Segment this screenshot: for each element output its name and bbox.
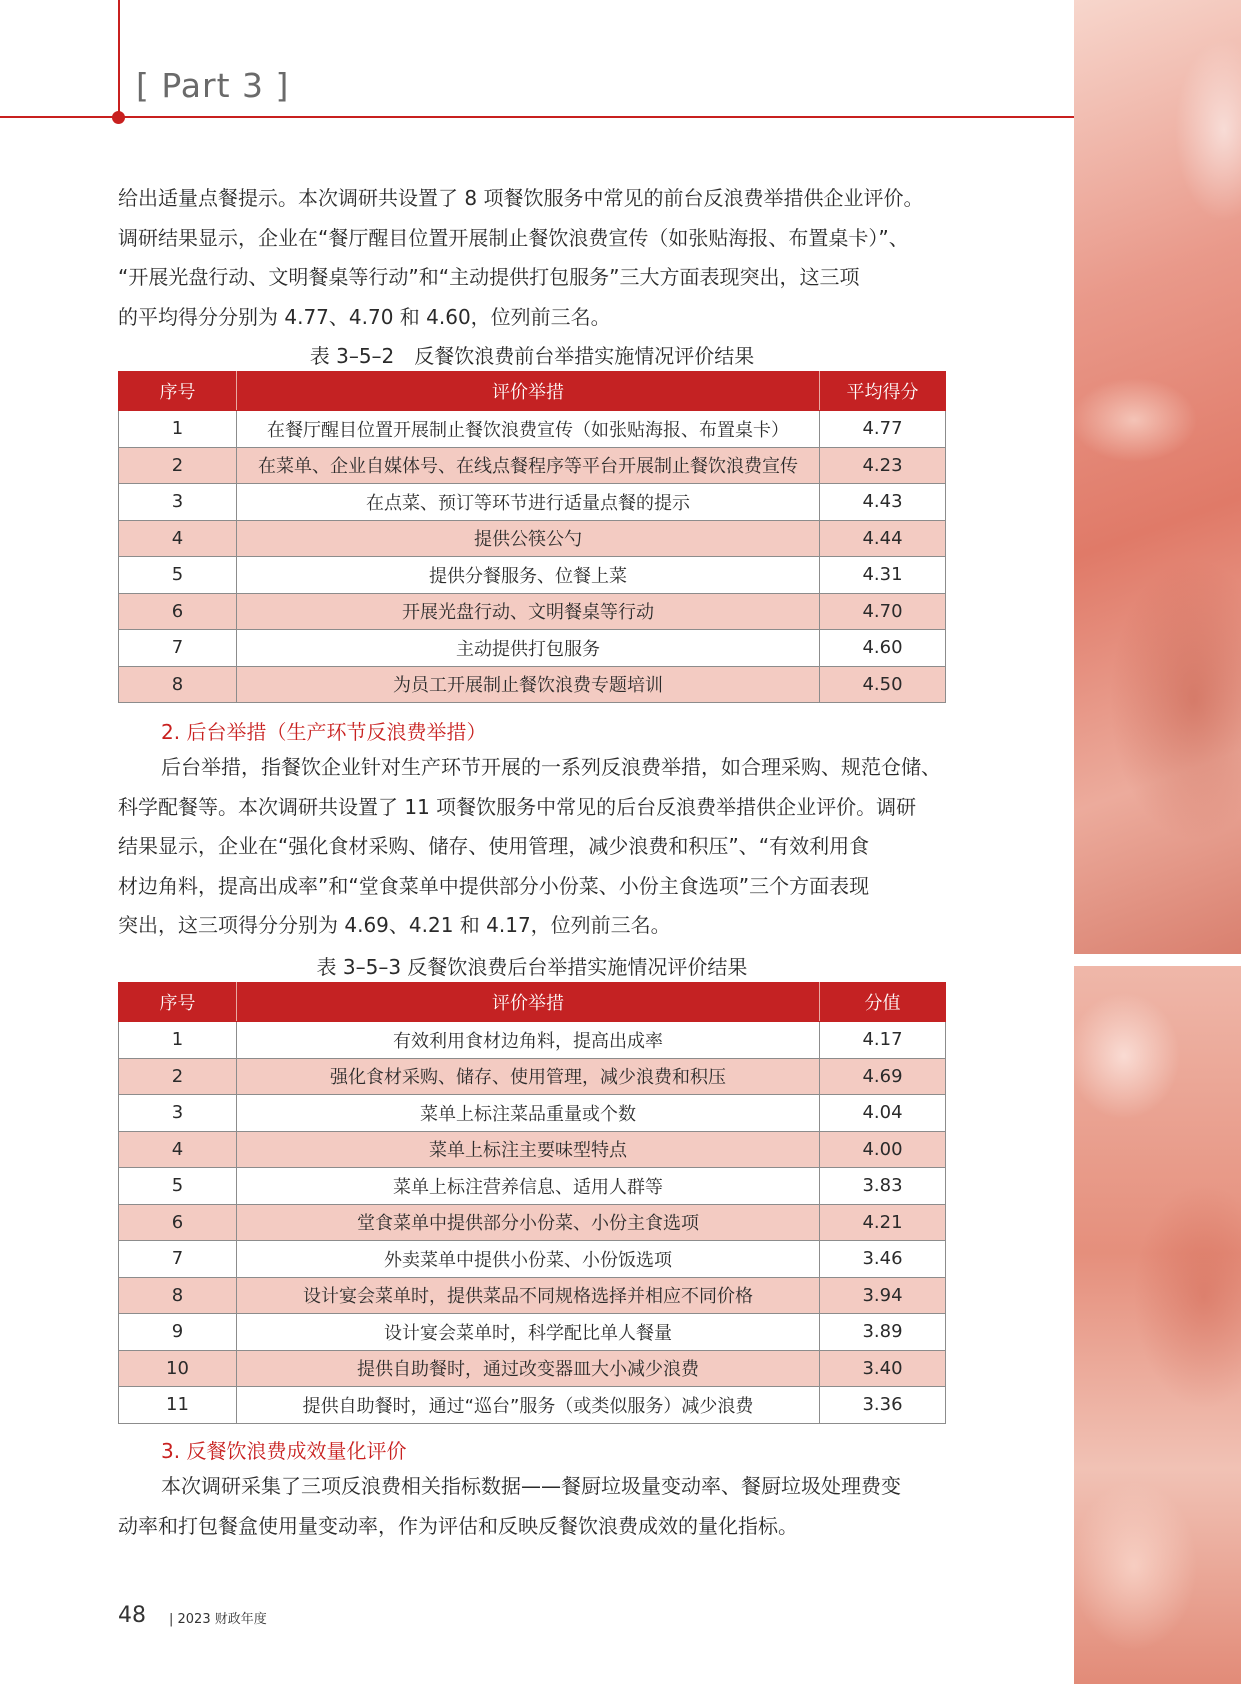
section2-line: 结果显示，企业在“强化食材采购、储存、使用管理，减少浪费和积压”、“有效利用食	[118, 834, 870, 858]
table-cell: 4.04	[820, 1095, 946, 1132]
table-cell: 3.83	[820, 1168, 946, 1205]
table-cell: 在餐厅醒目位置开展制止餐饮浪费宣传（如张贴海报、布置桌卡）	[237, 411, 820, 448]
table-row	[119, 520, 946, 557]
table-cell: 3.94	[820, 1277, 946, 1314]
table-cell: 菜单上标注营养信息、适用人群等	[237, 1168, 820, 1205]
decorative-food-photo-bottom	[1074, 966, 1241, 1684]
table1-header-cell: 序号	[119, 372, 237, 411]
table-cell: 设计宴会菜单时，提供菜品不同规格选择并相应不同价格	[237, 1277, 820, 1314]
table-cell: 7	[119, 630, 237, 667]
table-cell: 3.46	[820, 1241, 946, 1278]
table-cell: 11	[119, 1387, 237, 1424]
table-cell: 5	[119, 557, 237, 594]
table-cell: 强化食材采购、储存、使用管理，减少浪费和积压	[237, 1058, 820, 1095]
table-cell: 6	[119, 593, 237, 630]
table-cell: 4.70	[820, 593, 946, 630]
section2-heading: 2. 后台举措（生产环节反浪费举措）	[161, 720, 487, 744]
table-cell: 开展光盘行动、文明餐桌等行动	[237, 593, 820, 630]
table-cell: 5	[119, 1168, 237, 1205]
table-row	[119, 1350, 946, 1387]
decorative-food-photo-top	[1074, 0, 1241, 954]
table-cell: 菜单上标注菜品重量或个数	[237, 1095, 820, 1132]
table2-back-measures	[118, 982, 946, 1424]
publication-name: | 2023 财政年度	[169, 1612, 267, 1627]
table-row	[119, 557, 946, 594]
table-cell: 提供公筷公勺	[237, 520, 820, 557]
table-cell: 4.50	[820, 666, 946, 703]
table-cell: 9	[119, 1314, 237, 1351]
table1-header-cell: 平均得分	[820, 372, 946, 411]
table-cell: 6	[119, 1204, 237, 1241]
section3-line: 动率和打包餐盒使用量变动率，作为评估和反映反餐饮浪费成效的量化指标。	[118, 1513, 798, 1538]
table-row	[119, 593, 946, 630]
intro-line: 给出适量点餐提示。本次调研共设置了 8 项餐饮服务中常见的前台反浪费举措供企业评价。	[118, 186, 924, 210]
table-row	[119, 630, 946, 667]
table-cell: 提供分餐服务、位餐上菜	[237, 557, 820, 594]
table2-header-row	[119, 983, 946, 1022]
table-cell: 4	[119, 520, 237, 557]
table-cell: 8	[119, 666, 237, 703]
table-row	[119, 1095, 946, 1132]
table1-caption: 表 3–5–2 反餐饮浪费前台举措实施情况评价结果	[309, 344, 755, 368]
table-cell: 4.00	[820, 1131, 946, 1168]
table-cell: 3	[119, 1095, 237, 1132]
table-row	[119, 411, 946, 448]
table-cell: 4.44	[820, 520, 946, 557]
table-row	[119, 1168, 946, 1205]
table-cell: 堂食菜单中提供部分小份菜、小份主食选项	[237, 1204, 820, 1241]
table-row	[119, 1131, 946, 1168]
part-label: [ Part 3 ]	[136, 66, 290, 105]
table2-header-cell: 评价举措	[237, 983, 820, 1022]
section2-line: 材边角料，提高出成率”和“堂食菜单中提供部分小份菜、小份主食选项”三个方面表现	[118, 873, 870, 898]
section2-paragraph	[118, 748, 946, 946]
table-cell: 为员工开展制止餐饮浪费专题培训	[237, 666, 820, 703]
table-cell: 3.89	[820, 1314, 946, 1351]
table-row	[119, 1058, 946, 1095]
intro-line: “开展光盘行动、文明餐桌等行动”和“主动提供打包服务”三大方面表现突出，这三项	[118, 265, 860, 289]
table-cell: 2	[119, 447, 237, 484]
table-cell: 4.23	[820, 447, 946, 484]
table-cell: 提供自助餐时，通过“巡台”服务（或类似服务）减少浪费	[237, 1387, 820, 1424]
table2-header-cell: 序号	[119, 983, 237, 1022]
section3-line: 本次调研采集了三项反浪费相关指标数据——餐厨垃圾量变动率、餐厨垃圾处理费变	[161, 1474, 901, 1498]
intro-paragraph	[118, 179, 946, 337]
table-row	[119, 1022, 946, 1059]
header-vertical-rule	[118, 0, 120, 118]
table-cell: 4.43	[820, 484, 946, 521]
table-row	[119, 1241, 946, 1278]
table1-header-row	[119, 372, 946, 411]
table-cell: 4.60	[820, 630, 946, 667]
intro-line: 调研结果显示，企业在“餐厅醒目位置开展制止餐饮浪费宣传（如张贴海报、布置桌卡）”、	[118, 225, 909, 250]
table-row	[119, 484, 946, 521]
table-cell: 4	[119, 1131, 237, 1168]
table-cell: 4.17	[820, 1022, 946, 1059]
table-cell: 3	[119, 484, 237, 521]
section2-line: 科学配餐等。本次调研共设置了 11 项餐饮服务中常见的后台反浪费举措供企业评价。调研	[118, 794, 917, 819]
section2-line: 突出，这三项得分分别为 4.69、4.21 和 4.17，位列前三名。	[118, 913, 671, 937]
table-cell: 3.40	[820, 1350, 946, 1387]
section3-paragraph	[118, 1467, 946, 1546]
table1-front-measures	[118, 371, 946, 703]
table-cell: 1	[119, 411, 237, 448]
table-row	[119, 1314, 946, 1351]
table-cell: 7	[119, 1241, 237, 1278]
table-row	[119, 1387, 946, 1424]
header-rule-dot	[112, 111, 125, 124]
header-horizontal-rule	[0, 116, 1074, 118]
table-cell: 菜单上标注主要味型特点	[237, 1131, 820, 1168]
table-row	[119, 1204, 946, 1241]
table-cell: 2	[119, 1058, 237, 1095]
table-cell: 在点菜、预订等环节进行适量点餐的提示	[237, 484, 820, 521]
page-number: 48	[118, 1603, 146, 1628]
table2-caption: 表 3–5–3 反餐饮浪费后台举措实施情况评价结果	[316, 955, 748, 979]
table2-header-cell: 分值	[820, 983, 946, 1022]
table-row	[119, 1277, 946, 1314]
table-cell: 4.31	[820, 557, 946, 594]
table-cell: 提供自助餐时，通过改变器皿大小减少浪费	[237, 1350, 820, 1387]
table-cell: 在菜单、企业自媒体号、在线点餐程序等平台开展制止餐饮浪费宣传	[237, 447, 820, 484]
table-row	[119, 666, 946, 703]
table-cell: 3.36	[820, 1387, 946, 1424]
intro-line: 的平均得分分别为 4.77、4.70 和 4.60，位列前三名。	[118, 304, 611, 329]
table-row	[119, 447, 946, 484]
table1-header-cell: 评价举措	[237, 372, 820, 411]
table-cell: 10	[119, 1350, 237, 1387]
table-cell: 设计宴会菜单时，科学配比单人餐量	[237, 1314, 820, 1351]
table-cell: 4.77	[820, 411, 946, 448]
table-cell: 1	[119, 1022, 237, 1059]
section2-line: 后台举措，指餐饮企业针对生产环节开展的一系列反浪费举措，如合理采购、规范仓储、	[161, 755, 941, 779]
section3-heading: 3. 反餐饮浪费成效量化评价	[161, 1439, 407, 1463]
table-cell: 有效利用食材边角料，提高出成率	[237, 1022, 820, 1059]
table-cell: 主动提供打包服务	[237, 630, 820, 667]
table-cell: 外卖菜单中提供小份菜、小份饭选项	[237, 1241, 820, 1278]
table-cell: 4.21	[820, 1204, 946, 1241]
table-cell: 4.69	[820, 1058, 946, 1095]
table-cell: 8	[119, 1277, 237, 1314]
